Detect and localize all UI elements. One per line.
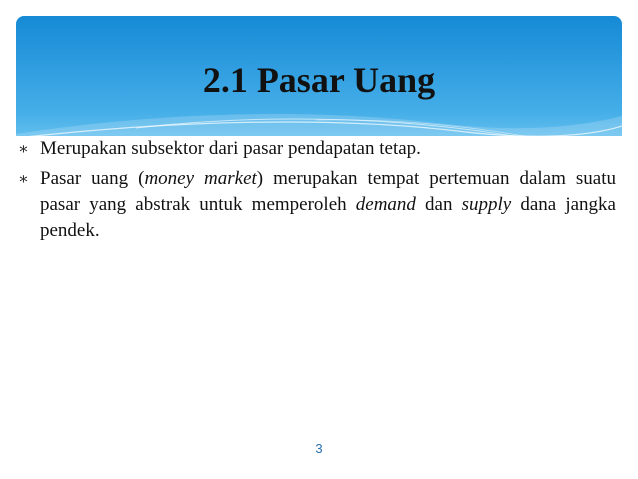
slide-title: 2.1 Pasar Uang bbox=[202, 60, 436, 100]
asterisk-bullet-icon: ∗ bbox=[18, 141, 29, 158]
page-number: 3 bbox=[315, 441, 323, 456]
bullet-text: Merupakan subsektor dari pasar pendapatan tetap. bbox=[40, 138, 421, 159]
bullet-item bbox=[16, 166, 616, 244]
bullet-italic-text: supply bbox=[461, 194, 512, 215]
bullet-text: dan bbox=[415, 194, 462, 215]
bullet-italic-text: money market bbox=[144, 168, 257, 189]
bullet-text: ) merupakan tempat pertemuan dalam suatu pasar yang abstrak untuk memperoleh bbox=[40, 168, 616, 215]
bullet-text: dana jangka pendek. bbox=[40, 194, 616, 241]
bullet-item bbox=[16, 136, 616, 162]
bullet-text: Pasar uang ( bbox=[40, 168, 145, 189]
bullet-italic-text: demand bbox=[355, 194, 416, 215]
asterisk-bullet-icon: ∗ bbox=[18, 171, 29, 188]
bullet-list bbox=[16, 136, 616, 248]
